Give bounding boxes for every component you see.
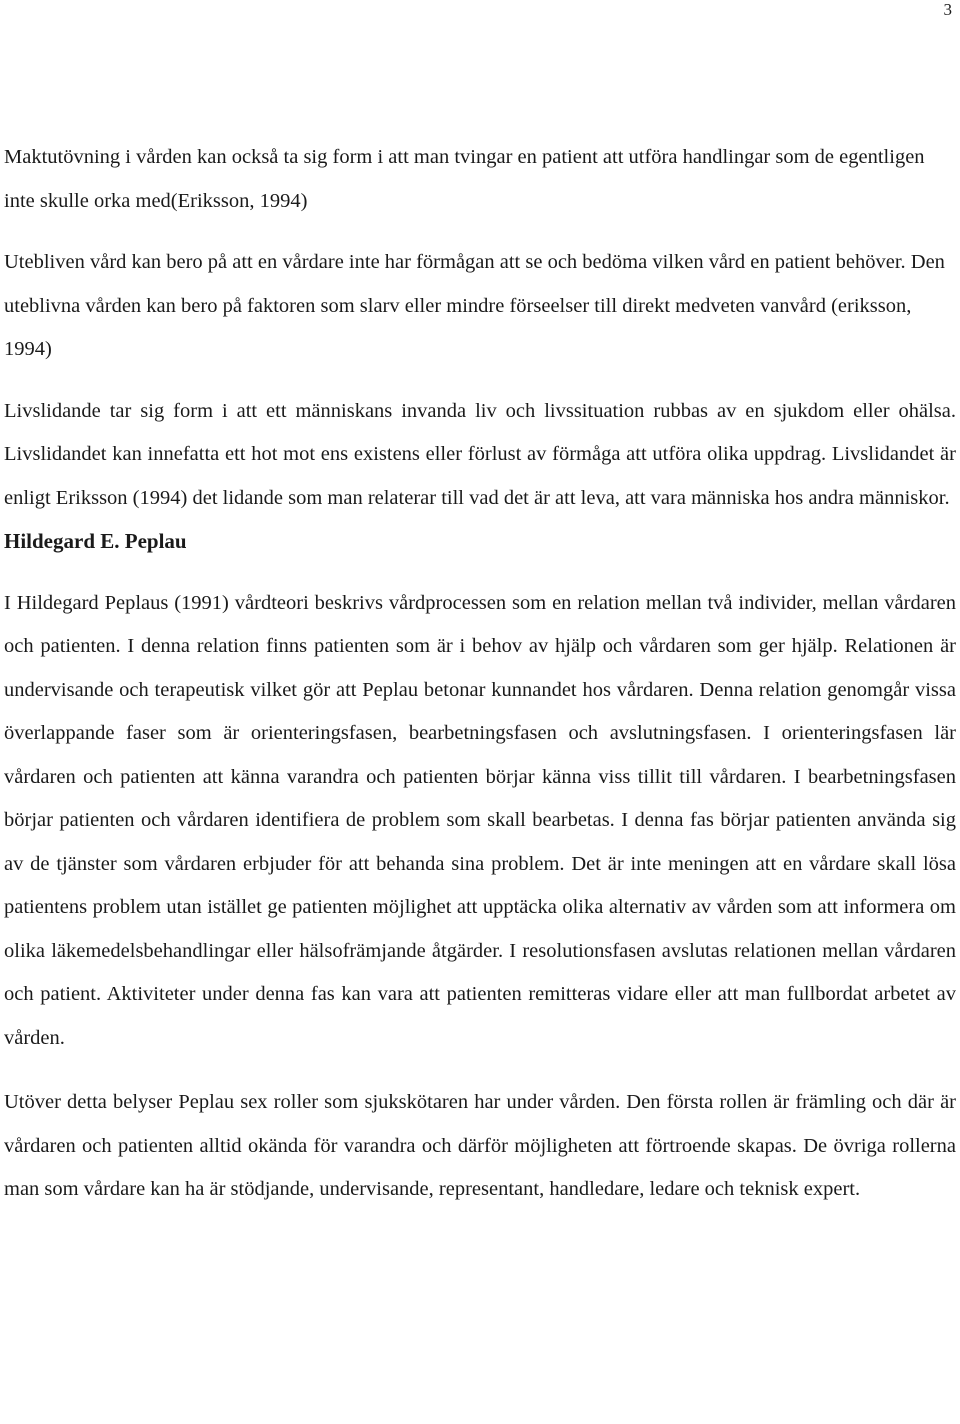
document-body	[4, 136, 956, 1212]
paragraph-life-suffering: Livslidande tar sig form i att ett människans invanda liv och livssituation rubbas av en sjukdom eller ohälsa. Livslidandet kan innefatta ett hot mot ens existens eller förlust av förmåga att utföra olika uppdrag. Livslidandet är enligt Eriksson (1994) det lidande som man relaterar till vad det är att leva, att vara människa hos andra människor.	[4, 399, 956, 509]
section-heading: Hildegard E. Peplau	[4, 529, 187, 553]
paragraph-power-exercise: Maktutövning i vården kan också ta sig form i att man tvingar en patient att utföra handlingar som de egentligen inte skulle orka med(Eriksson, 1994)	[4, 146, 925, 212]
paragraph-peplau-roles: Utöver detta belyser Peplau sex roller som sjukskötaren har under vården. Den första rollen är främling och där är vårdaren och patienten alltid okända för varandra och därför möjligheten att förtroende skapas. De övriga rollerna man som vårdare kan ha är stödjande, undervisande, representant, handledare, ledare och teknisk expert.	[4, 1091, 956, 1200]
paragraph-neglected-care: Utebliven vård kan bero på att en vårdare inte har förmågan att se och bedöma vilken vård en patient behöver. Den uteblivna vården kan bero på faktoren som slarv eller mindre förseelser till direkt medveten vanvård (eriksson, 1994)	[4, 251, 945, 360]
page-number: 3	[943, 0, 952, 19]
paragraph-peplau-theory: I Hildegard Peplaus (1991) vårdteori beskrivs vårdprocessen som en relation mellan två individer, mellan vårdaren och patienten. I denna relation finns patienten som är i behov av hjälp och vårdaren som ger hjälp. Relationen är undervisande och terapeutisk vilket gör att Peplau betonar kunnandet hos vårdaren. Denna relation genomgår vissa överlappande faser som är orienteringsfasen, bearbetningsfasen och avslutningsfasen. I orienteringsfasen lär vårdaren och patienten att känna varandra och patienten börjar känna viss tillit till vårdaren. I bearbetningsfasen börjar patienten och vårdaren identifiera de problem som skall bearbetas. I denna fas börjar patienten använda sig av de tjänster som vårdaren erbjuder för att behanda sina problem. Det är inte meningen att en vårdare skall lösa patientens problem utan istället ge patienten möjlighet att upptäcka olika alternativ av vården som att informera om olika läkemedelsbehandlingar eller hälsofrämjande åtgärder. I resolutionsfasen avslutas relationen mellan vårdaren och patient. Aktiviteter under denna fas kan vara att patienten remitteras vidare eller att man fullbordat arbetet av vården.	[4, 591, 956, 1049]
